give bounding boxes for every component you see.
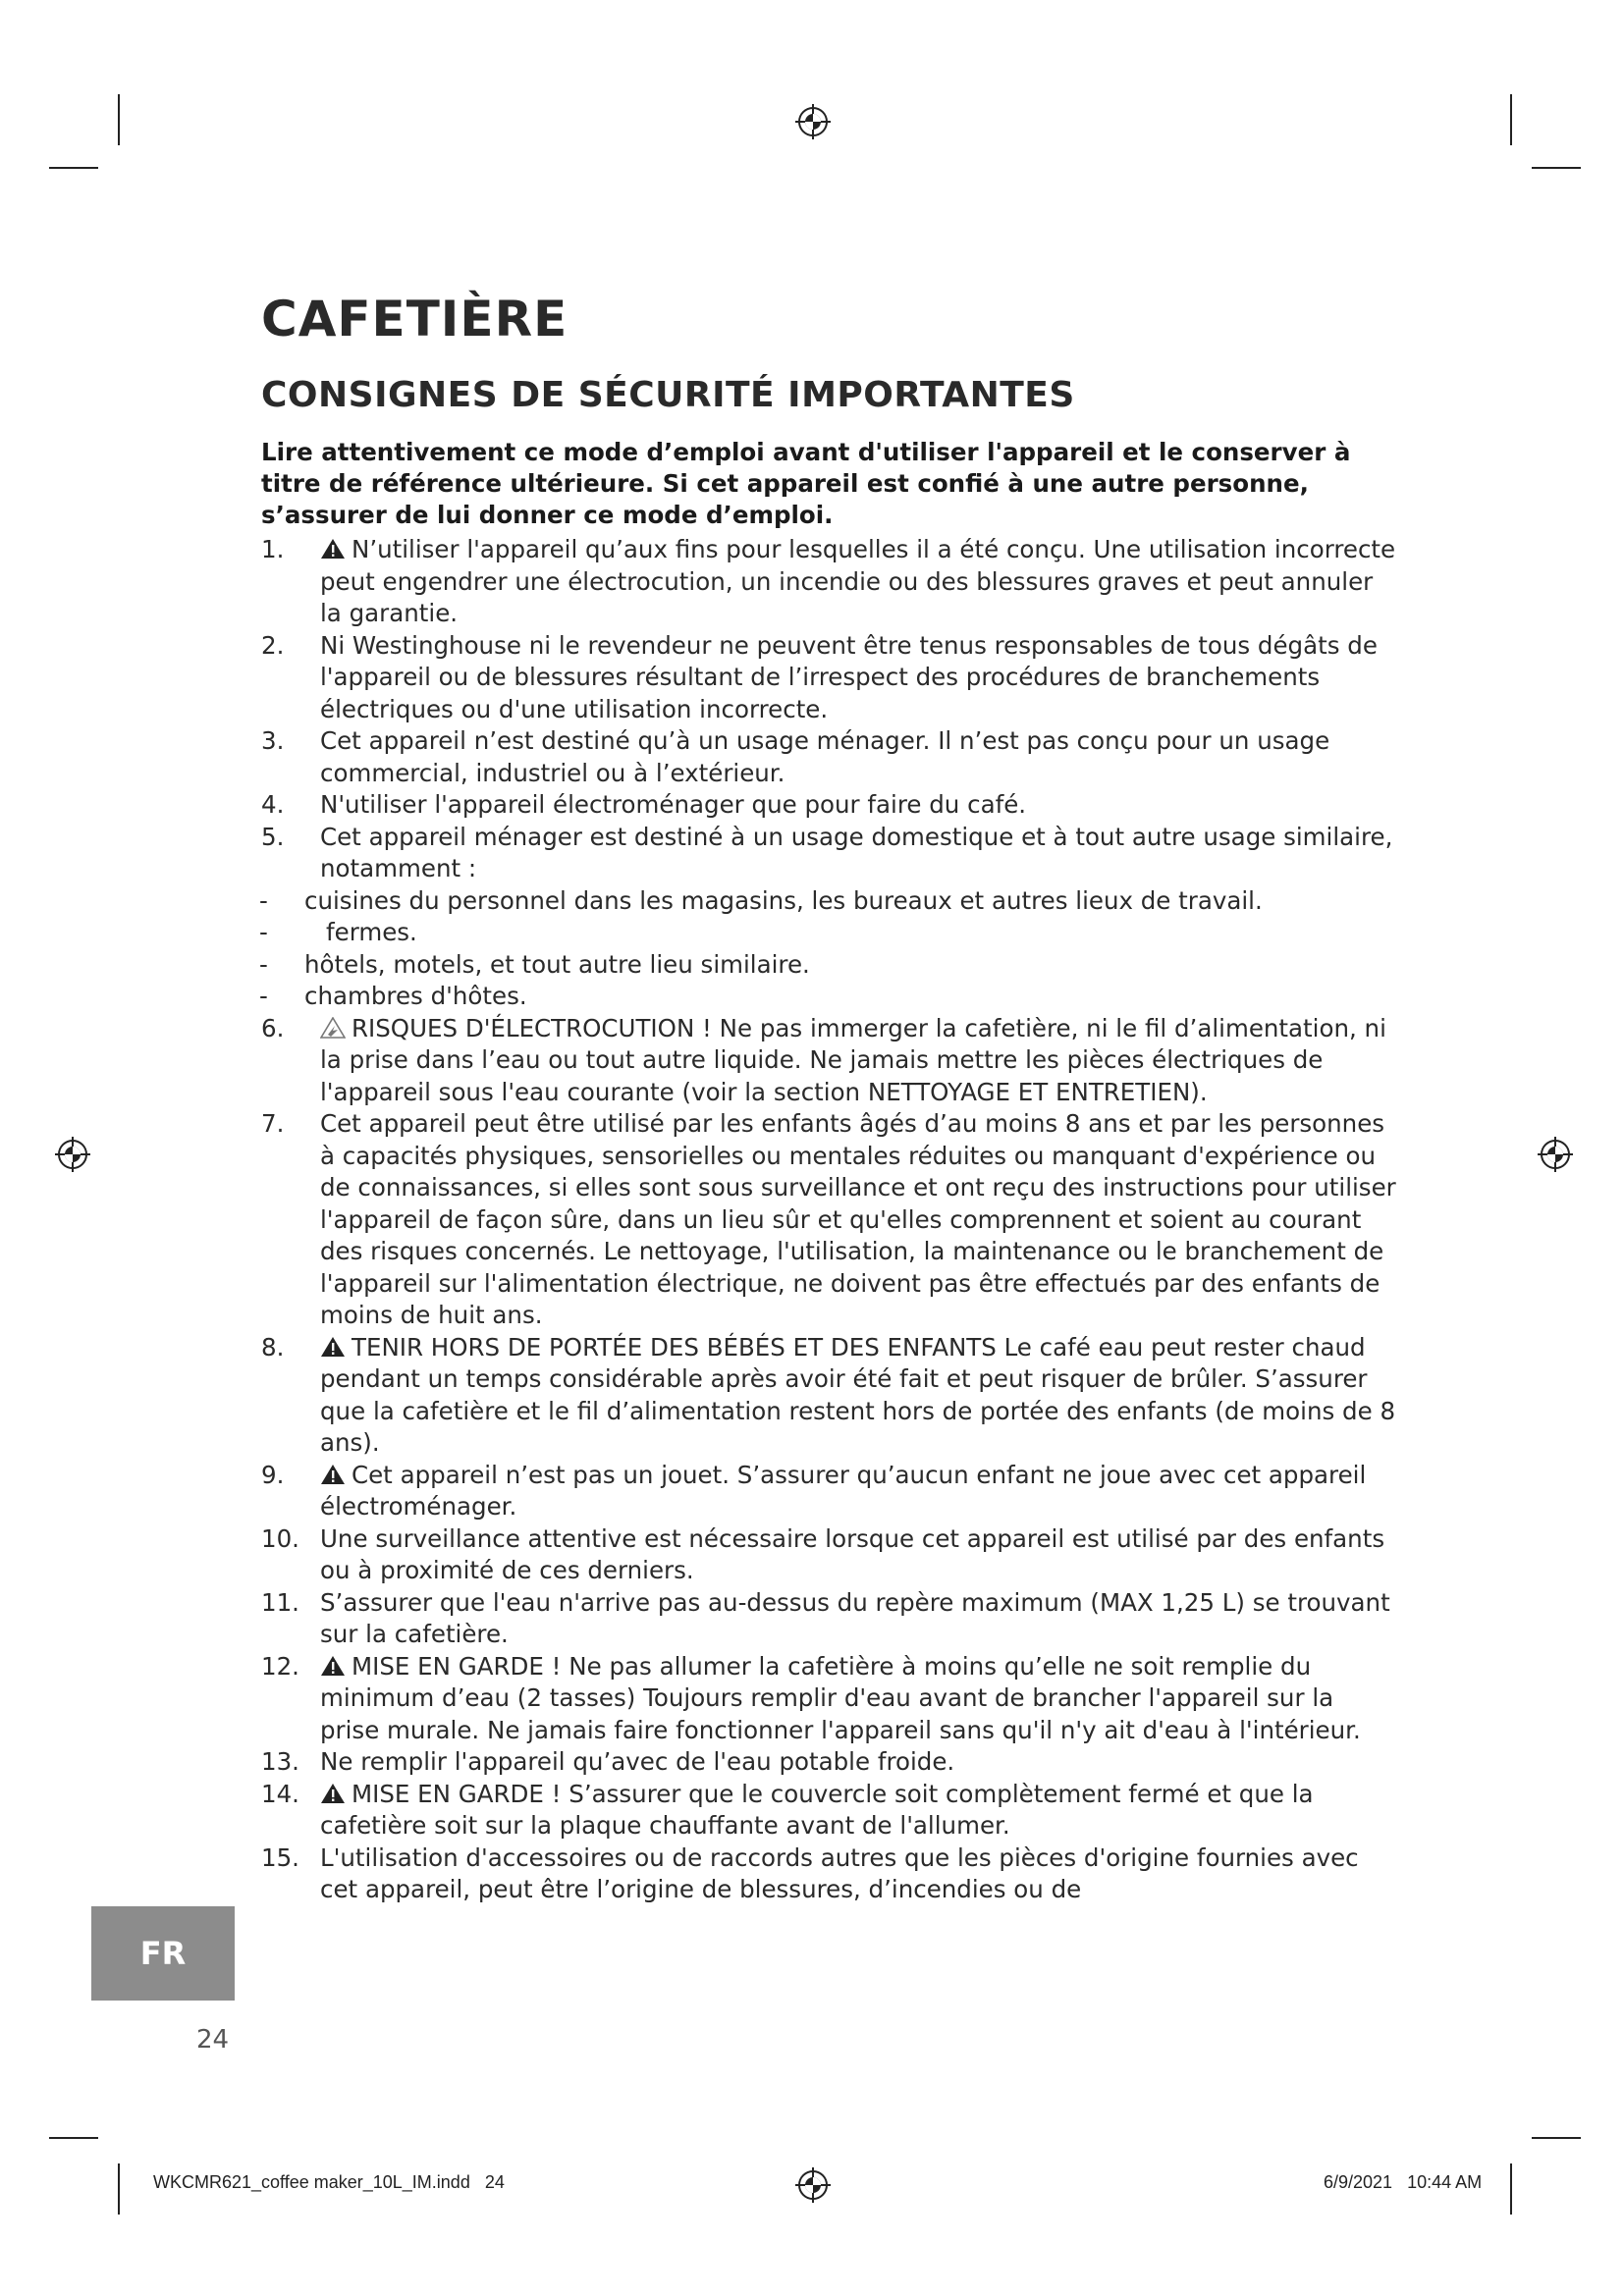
item-number: 6. <box>261 1013 285 1042</box>
item-number: 4. <box>261 790 285 819</box>
item-text: Cet appareil ménager est destiné à un usage domestique et à tout autre usage similaire, notamment : <box>320 822 1393 882</box>
dash-bullet: - <box>259 918 268 946</box>
sub-list-item <box>257 949 1396 982</box>
warning-triangle-icon <box>320 538 346 560</box>
page-title: CAFETIÈRE <box>261 291 568 347</box>
list-item <box>257 1013 1396 1109</box>
sub-list-item <box>257 981 1396 1013</box>
list-item <box>257 630 1396 726</box>
item-text: Cet appareil peut être utilisé par les enfants âgés d’au moins 8 ans et par les personnes à capacités physiques, sensorielles ou mentales réduites ou manquant d'expérience ou de connaissances, si elles sont sous surveillance et ont reçu des instructions pour utiliser l'appareil de façon sûre, dans un lieu sûr et qu'elles comprennent et soient au courant des risques concernés. Le nettoyage, l'utilisation, la maintenance ou le branchement de l'appareil sur l'alimentation électrique, ne doivent pas être effectués par des enfants de moins de huit ans. <box>320 1109 1396 1329</box>
list-item <box>257 1332 1396 1460</box>
sub-list-item <box>257 885 1396 918</box>
item-number: 2. <box>261 630 285 660</box>
list-item <box>257 789 1396 822</box>
list-item <box>257 1842 1396 1906</box>
list-item <box>257 822 1396 885</box>
item-text: N'utiliser l'appareil électroménager que pour faire du café. <box>320 790 1027 819</box>
page-number: 24 <box>196 2025 230 2055</box>
item-text: fermes. <box>326 918 417 946</box>
list-item <box>257 1460 1396 1523</box>
item-number: 11. <box>261 1587 299 1617</box>
crop-mark <box>49 167 98 169</box>
item-number: 5. <box>261 822 285 851</box>
slug-file-info: WKCMR621_coffee maker_10L_IM.indd 24 <box>153 2172 505 2192</box>
warning-triangle-icon <box>320 1655 346 1677</box>
item-text: MISE EN GARDE ! Ne pas allumer la cafetière à moins qu’elle ne soit remplie du minimum d’eau (2 tasses) Toujours remplir d'eau avant de brancher l'appareil sur la prise murale. Ne jamais faire fonctionner l'appareil sans qu'il n'y ait d'eau à l'intérieur. <box>320 1651 1361 1744</box>
item-text: Cet appareil n’est pas un jouet. S’assurer qu’aucun enfant ne joue avec cet appareil électroménager. <box>320 1460 1367 1521</box>
language-tab: FR <box>91 1906 235 2001</box>
registration-mark-icon <box>1536 1135 1575 1174</box>
item-number: 7. <box>261 1109 285 1138</box>
item-number: 3. <box>261 726 285 755</box>
slug-datetime: 6/9/2021 10:44 AM <box>1324 2172 1483 2192</box>
crop-mark <box>118 2163 120 2215</box>
item-text: RISQUES D'ÉLECTROCUTION ! Ne pas immerger la cafetière, ni le fil d’alimentation, ni la prise dans l’eau ou tout autre liquide. Ne jamais mettre les pièces électriques de l'appareil sous l'eau courante (voir la section NETTOYAGE ET ENTRETIEN). <box>320 1013 1386 1106</box>
list-item <box>257 1587 1396 1651</box>
registration-mark-icon <box>53 1135 92 1174</box>
list-item <box>257 534 1396 630</box>
item-text: cuisines du personnel dans les magasins, les bureaux et autres lieux de travail. <box>304 885 1263 915</box>
crop-mark <box>49 2137 98 2139</box>
warning-triangle-icon <box>320 1464 346 1485</box>
list-item <box>257 725 1396 789</box>
warning-triangle-icon <box>320 1336 346 1358</box>
warning-triangle-icon <box>320 1017 346 1039</box>
item-number: 13. <box>261 1747 299 1776</box>
item-text: Ni Westinghouse ni le revendeur ne peuvent être tenus responsables de tous dégâts de l'appareil ou de blessures résultant de l’irrespect des procédures de branchements électriques ou d'une utilisation incorrecte. <box>320 630 1378 723</box>
item-text: N’utiliser l'appareil qu’aux fins pour lesquelles il a été conçu. Une utilisation incorrecte peut engendrer une électrocution, un incendie ou des blessures graves et peut annuler la garantie. <box>320 535 1396 627</box>
item-number: 14. <box>261 1779 299 1808</box>
item-number: 12. <box>261 1651 299 1681</box>
dash-bullet: - <box>259 885 268 915</box>
item-number: 8. <box>261 1332 285 1362</box>
sub-list-item <box>257 917 1396 949</box>
dash-bullet: - <box>259 949 268 979</box>
crop-mark <box>1532 167 1581 169</box>
item-text: MISE EN GARDE ! S’assurer que le couvercle soit complètement fermé et que la cafetière soit sur la plaque chauffante avant de l'allumer. <box>320 1779 1314 1840</box>
dash-bullet: - <box>259 982 268 1010</box>
safety-instructions-list <box>257 534 1396 1906</box>
item-text: Une surveillance attentive est nécessaire lorsque cet appareil est utilisé par des enfants ou à proximité de ces derniers. <box>320 1523 1385 1584</box>
list-item <box>257 1523 1396 1587</box>
crop-mark <box>1510 2163 1512 2215</box>
item-text: hôtels, motels, et tout autre lieu similaire. <box>304 949 810 979</box>
item-text: L'utilisation d'accessoires ou de raccords autres que les pièces d'origine fournies avec cet appareil, peut être l’origine de blessures, d’incendies ou de <box>320 1842 1359 1903</box>
section-heading: CONSIGNES DE SÉCURITÉ IMPORTANTES <box>261 375 1075 415</box>
crop-mark <box>1532 2137 1581 2139</box>
item-text: Ne remplir l'appareil qu’avec de l'eau potable froide. <box>320 1747 955 1776</box>
list-item <box>257 1651 1396 1747</box>
list-item <box>257 1108 1396 1332</box>
registration-mark-icon <box>793 2165 833 2205</box>
item-text: S’assurer que l'eau n'arrive pas au-dessus du repère maximum (MAX 1,25 L) se trouvant sur la cafetière. <box>320 1587 1390 1648</box>
crop-mark <box>1510 94 1512 145</box>
registration-mark-icon <box>793 102 833 141</box>
item-text: chambres d'hôtes. <box>304 982 527 1010</box>
item-number: 10. <box>261 1523 299 1553</box>
list-item <box>257 1746 1396 1779</box>
list-item <box>257 1779 1396 1842</box>
warning-triangle-icon <box>320 1783 346 1804</box>
item-number: 9. <box>261 1460 285 1489</box>
crop-mark <box>118 94 120 145</box>
item-text: TENIR HORS DE PORTÉE DES BÉBÉS ET DES ENFANTS Le café eau peut rester chaud pendant un temps considérable après avoir été fait et peut risquer de brûler. S’assurer que la cafetière et le fil d’alimentation restent hors de portée des enfants (de moins de 8 ans). <box>320 1332 1396 1457</box>
item-number: 15. <box>261 1842 299 1872</box>
item-number: 1. <box>261 535 285 563</box>
item-text: Cet appareil n’est destiné qu’à un usage ménager. Il n’est pas conçu pour un usage commercial, industriel ou à l’extérieur. <box>320 726 1330 787</box>
intro-paragraph: Lire attentivement ce mode d’emploi avant d'utiliser l'appareil et le conserver à titre de référence ultérieure. Si cet appareil est confié à une autre personne, s’assurer de lui donner ce mode d’emploi. <box>261 438 1351 529</box>
